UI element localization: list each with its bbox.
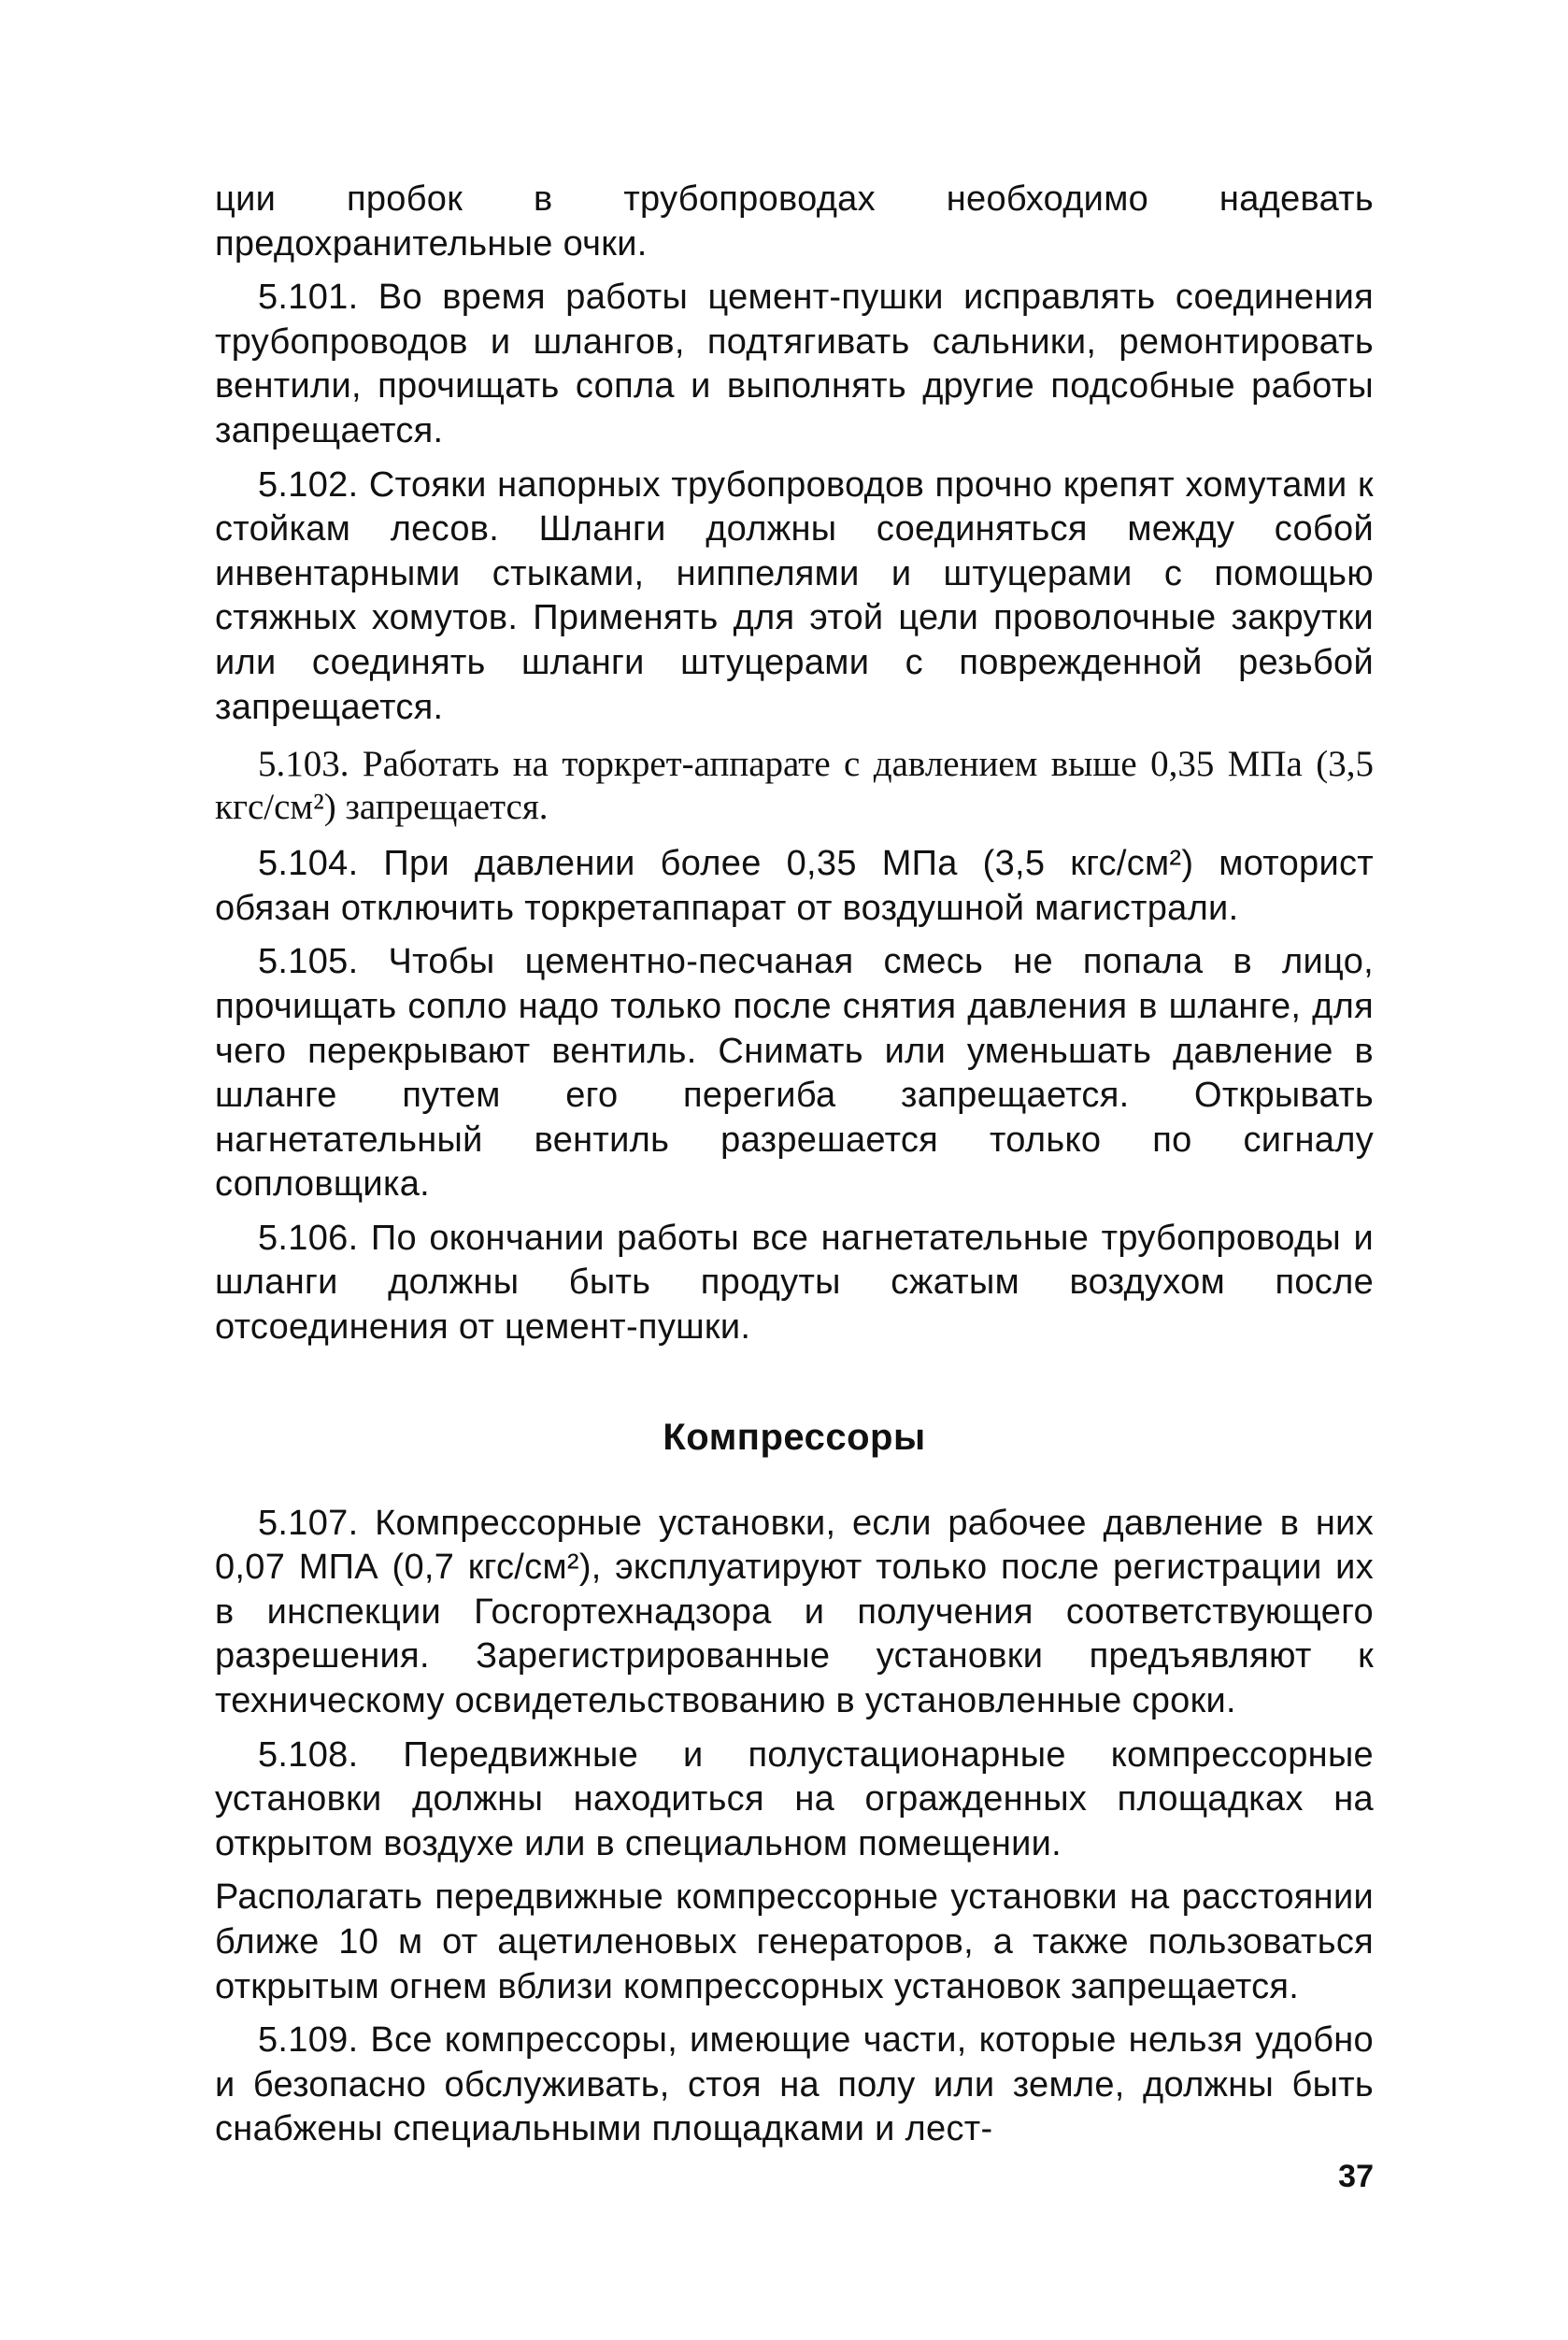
paragraph-5-103: 5.103. Работать на торкрет-аппарате с давлением выше 0,35 МПа (3,5 кгс/см²) запрещается. bbox=[215, 744, 1374, 828]
paragraph-continuation: ции пробок в трубопроводах необходимо надевать предохранительные очки. bbox=[215, 179, 1374, 264]
paragraph-5-106: 5.106. По окончании работы все нагнетательные трубопроводы и шланги должны быть продуты сжатым воздухом после отсоединения от цемент-пушки. bbox=[215, 1218, 1374, 1348]
paragraph-5-109: 5.109. Все компрессоры, имеющие части, которые нельзя удобно и безопасно обслуживать, стоя на полу или земле, должны быть снабжены специальными площадками и лест- bbox=[215, 2020, 1374, 2149]
paragraph-5-108-continued: Располагать передвижные компрессорные установки на расстоянии ближе 10 м от ацетиленовых генераторов, а также пользоваться открытым огнем вблизи компрессорных установок запрещается. bbox=[215, 1877, 1374, 2006]
paragraph-5-101: 5.101. Во время работы цемент-пушки исправлять соединения трубопроводов и шлангов, подтягивать сальники, ремонтировать вентили, прочищать сопла и выполнять другие подсобные работы запрещается. bbox=[215, 278, 1374, 450]
paragraph-5-107: 5.107. Компрессорные установки, если рабочее давление в них 0,07 МПА (0,7 кгс/см²), эксплуатируют только после регистрации их в инспекции Госгортехнадзора и получения соответствующего разрешения. Зарегистрированные установки предъявляют к техническому освидетельствованию в установленные сроки. bbox=[215, 1503, 1374, 1721]
paragraph-5-108: 5.108. Передвижные и полустационарные компрессорные установки должны находиться на огражденных площадках на открытом воздухе или в специальном помещении. bbox=[215, 1734, 1374, 1863]
page-number: 37 bbox=[1338, 2159, 1374, 2194]
paragraph-5-104: 5.104. При давлении более 0,35 МПа (3,5 кгс/см²) моторист обязан отключить торкретаппарат от воздушной магистрали. bbox=[215, 844, 1374, 928]
document-page bbox=[215, 178, 1374, 2233]
section-heading: Компрессоры bbox=[663, 1416, 926, 1458]
paragraph-5-102: 5.102. Стояки напорных трубопроводов прочно крепят хомутами к стойкам лесов. Шланги должны соединяться между собой инвентарными стыками, ниппелями и штуцерами с помощью стяжных хомутов. Применять для этой цели проволочные закрутки или соединять шланги штуцерами с поврежденной резьбой запрещается. bbox=[215, 464, 1374, 727]
paragraph-5-105: 5.105. Чтобы цементно-песчаная смесь не попала в лицо, прочищать сопло надо только после снятия давления в шланге, для чего перекрывают вентиль. Снимать или уменьшать давление в шланге путем его перегиба запрещается. Открывать нагнетательный вентиль разрешается только по сигналу сопловщика. bbox=[215, 942, 1374, 1205]
